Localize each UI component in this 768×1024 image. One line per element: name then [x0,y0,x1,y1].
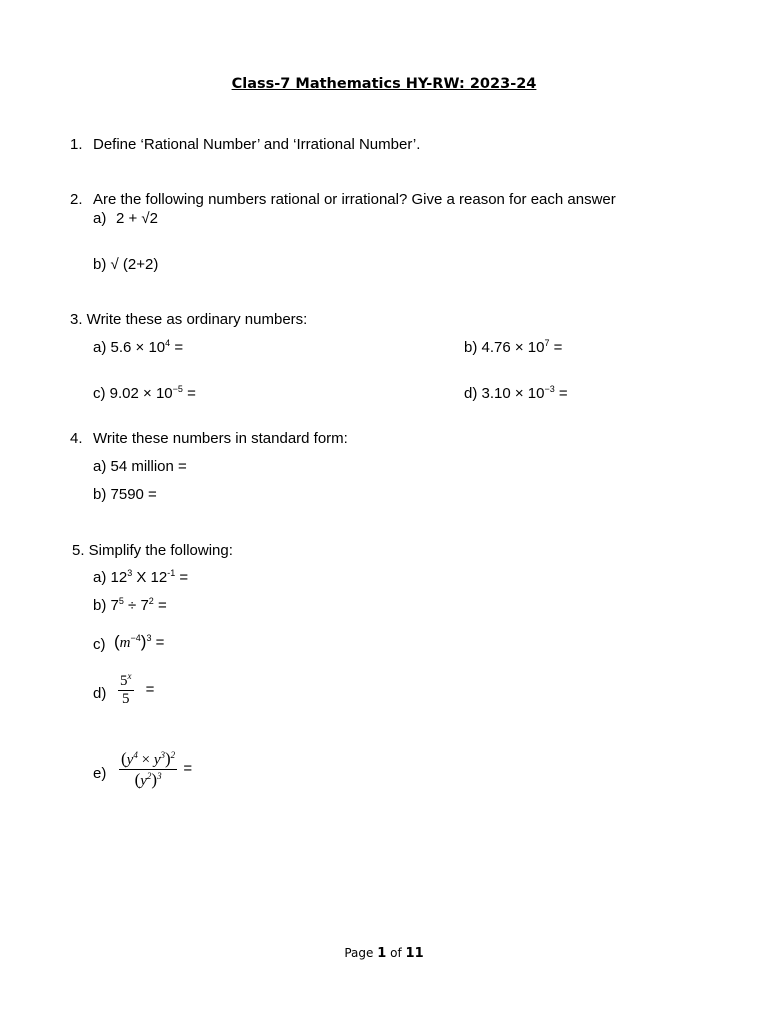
q5-d-num-exponent: x [127,671,132,681]
q5-c-inner-exponent: −4 [130,633,141,643]
q4-b: b) 7590 = [93,486,157,503]
q5-d-label: d) [93,685,107,702]
page-title: Class-7 Mathematics HY-RW: 2023-24 [231,76,537,92]
q5-a-equals: = [175,569,189,586]
q5-text: 5. Simplify the following: [72,542,233,559]
q3-b [464,339,562,356]
q5-c-label: c) [93,636,106,653]
q3-b-equals: = [549,339,563,356]
q5-a-base1: a) 12 [93,569,128,586]
q5-e-exp-c: 2 [170,750,176,760]
page-footer [0,946,768,961]
q3-d [464,385,568,402]
q3-c [93,385,196,402]
q5-d-equals: = [145,681,155,699]
q1-text: Define ‘Rational Number’ and ‘Irrational Number’. [93,136,421,153]
q5-d-fraction [118,673,134,708]
q3-a-exponent: 4 [165,338,171,348]
q5-a-exponent1: 3 [127,568,133,578]
footer-page-number: 1 [377,946,387,961]
q5-e-num-y1: y [126,752,134,768]
q3-c-exponent: −5 [172,384,183,394]
q5-b-operator: ÷ 7 [123,597,149,614]
q5-c-close-paren: ) [140,632,147,651]
q5-b-exponent2: 2 [148,596,154,606]
q3-c-equals: = [182,385,196,402]
q3-text: 3. Write these as ordinary numbers: [70,311,308,328]
q5-e-numerator [119,749,177,769]
q4-text: Write these numbers in standard form: [93,430,348,447]
q5-c-expression [114,632,164,652]
q5-e-times: × [141,752,151,768]
q3-d-exponent: −3 [544,384,555,394]
q5-a-operator: X 12 [132,569,168,586]
q3-a [93,339,183,356]
q5-a [93,569,188,586]
q5-b [93,597,167,614]
q5-c-equals: = [155,634,165,651]
q2-a-label: a) [93,210,107,227]
q5-d-expression [118,673,154,708]
footer-page-word: Page [344,946,374,960]
q5-e-exp-d: 2 [146,771,152,781]
footer-of-word: of [390,946,402,960]
q5-b-exponent1: 5 [118,596,124,606]
q5-e-num-y2: y [153,752,161,768]
footer-page-total: 11 [405,946,424,961]
q2-number: 2. [70,191,83,208]
q3-d-equals: = [554,385,568,402]
q5-e-den-close-paren: ) [151,770,158,789]
q1-number: 1. [70,136,83,153]
q5-d-num-base: 5 [120,673,128,689]
q5-b-equals: = [153,597,167,614]
q2-a-expression: 2 + √2 [116,210,159,227]
q5-d-numerator [118,673,134,690]
q5-e-num-close-paren: ) [164,749,171,768]
q3-b-exponent: 7 [544,338,550,348]
q5-c-open-paren: ( [114,632,120,651]
q5-b-base1: b) 7 [93,597,119,614]
q5-e-fraction [119,749,177,790]
q5-e-num-open-paren: ( [121,749,127,768]
q5-d-denominator: 5 [118,690,134,708]
q5-e-label: e) [93,765,107,782]
q5-e-den-y: y [140,773,147,789]
q4-a: a) 54 million = [93,458,187,475]
q5-e-exp-b: 3 [160,750,165,760]
q5-e-expression [119,749,192,790]
q5-c-outer-exponent: 3 [146,633,152,643]
q3-b-label: b) 4.76 × 10 [464,339,545,356]
q5-e-equals: = [183,760,193,778]
q3-a-label: a) 5.6 × 10 [93,339,166,356]
q5-e-den-open-paren: ( [134,770,141,789]
q5-e-exp-a: 4 [133,750,138,760]
q5-a-exponent2: -1 [167,568,176,578]
q3-c-label: c) 9.02 × 10 [93,385,173,402]
q2-b-expression: b) √ (2+2) [93,256,159,273]
q3-a-equals: = [170,339,184,356]
q5-e-denominator [119,769,177,790]
q5-c-base: m [119,635,131,651]
q4-number: 4. [70,430,83,447]
q3-d-label: d) 3.10 × 10 [464,385,545,402]
q5-e-exp-e: 3 [157,771,162,781]
q2-text: Are the following numbers rational or irrational? Give a reason for each answer [93,191,616,208]
